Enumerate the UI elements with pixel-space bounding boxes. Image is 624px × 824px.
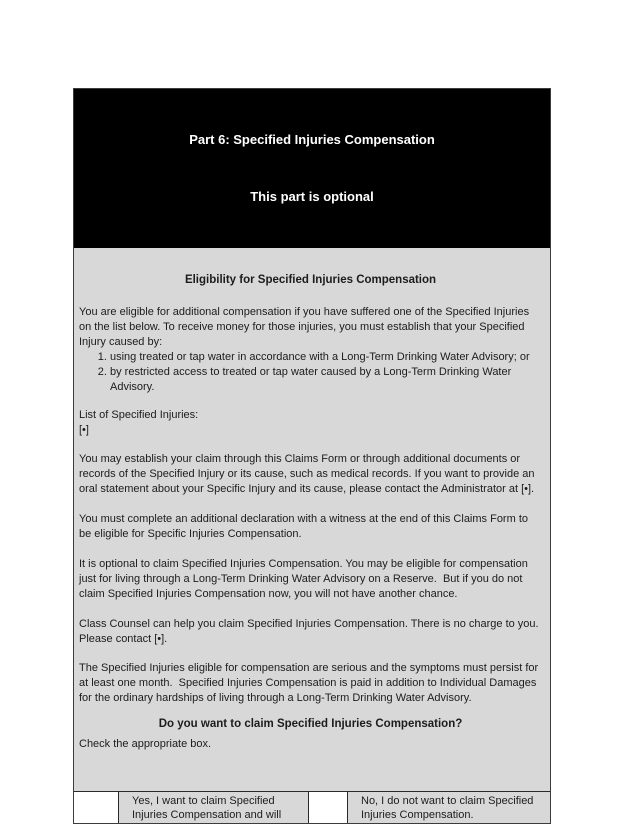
eligibility-section xyxy=(74,248,550,791)
part-header xyxy=(74,89,550,248)
claim-choice-table xyxy=(74,791,550,823)
declaration-paragraph: You must complete an additional declaration with a witness at the end of this Claims Form to be eligible for Specific Injuries Compensation. xyxy=(79,513,532,540)
checkbox-instruction: Check the appropriate box. xyxy=(79,738,212,750)
claims-form-document xyxy=(73,88,551,824)
yes-option-label: Yes, I want to claim Specified Injuries Compensation and will xyxy=(119,792,309,823)
serious-injuries-paragraph: The Specified Injuries eligible for compensation are serious and the symptoms must persist for at least one month. Specified Injuries Compensation is paid in addition to Individual Damages for the ordinary hardships of living through a Long-Term Drinking Water Advisory. xyxy=(79,662,542,704)
part-subtitle: This part is optional xyxy=(250,189,374,204)
claim-question: Do you want to claim Specified Injuries Compensation? xyxy=(158,718,463,730)
optional-claim-paragraph: It is optional to claim Specified Injuries Compensation. You may be eligible for compensation just for living through a Long-Term Drinking Water Advisory on a Reserve. But if you do not claim Specified Injuries Compensation now, you will not have another chance. xyxy=(79,558,531,600)
yes-checkbox-cell[interactable] xyxy=(74,792,119,823)
establish-claim-paragraph: You may establish your claim through this Claims Form or through additional documents or records of the Specified Injury or its cause, such as medical records. If you want to provide an oral statement about your Specific Injury and its cause, please contact the Administrator at [•]. xyxy=(79,453,538,495)
section-heading: Eligibility for Specified Injuries Compensation xyxy=(184,274,437,286)
no-option-label: No, I do not want to claim Specified Injuries Compensation. xyxy=(348,792,550,823)
class-counsel-paragraph: Class Counsel can help you claim Specified Injuries Compensation. There is no charge to you. Please contact [•]. xyxy=(79,618,545,645)
no-checkbox-cell[interactable] xyxy=(309,792,348,823)
cause-list-item-2: 2. by restricted access to treated or tap water caused by a Long-Term Drinking Water Advisory. xyxy=(110,365,542,395)
cause-list-item-1: 1. using treated or tap water in accordance with a Long-Term Drinking Water Advisory; or xyxy=(110,350,542,365)
injuries-list-label: List of Specified Injuries: xyxy=(79,409,199,421)
injuries-list-placeholder: [•] xyxy=(79,424,89,436)
cause-list xyxy=(79,350,542,395)
intro-paragraph: You are eligible for additional compensation if you have suffered one of the Specified Injuries on the list below. To receive money for those injuries, you must establish that your Specified Injury caused by: xyxy=(79,306,533,348)
part-title: Part 6: Specified Injuries Compensation xyxy=(189,132,435,147)
